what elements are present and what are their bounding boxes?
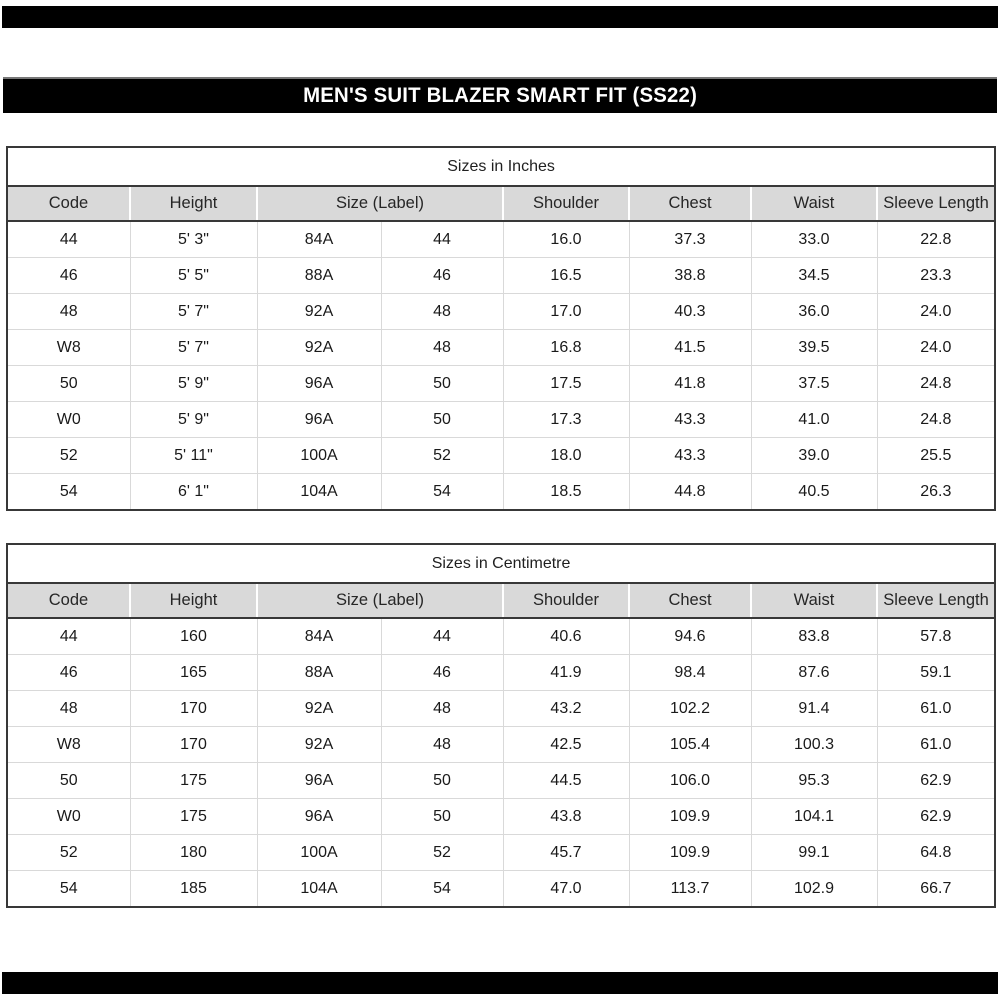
table-cell: W8 [7,727,130,763]
table-cell: 91.4 [751,691,877,727]
table-cell: 180 [130,835,257,871]
table-cell: W0 [7,402,130,438]
table-row [7,294,995,330]
table-cell: 48 [381,691,503,727]
table-cell: 54 [381,871,503,908]
table-cell: 44.8 [629,474,751,511]
table-cell: 96A [257,402,381,438]
table-cell: 106.0 [629,763,751,799]
table-cell: 61.0 [877,691,995,727]
table-cell: 41.5 [629,330,751,366]
table-cell: 36.0 [751,294,877,330]
table-cell: 16.0 [503,221,629,258]
table-row [7,258,995,294]
table-row [7,691,995,727]
table-cell: 99.1 [751,835,877,871]
column-header-code: Code [7,583,130,618]
table-cell: 5' 7" [130,294,257,330]
table-cell: 54 [7,474,130,511]
table-cell: 6' 1" [130,474,257,511]
page-title: MEN'S SUIT BLAZER SMART FIT (SS22) [303,84,697,107]
table-cell: 37.5 [751,366,877,402]
column-header-size-label: Size (Label) [257,583,503,618]
column-header-sleeve-length: Sleeve Length [877,186,995,221]
table-cell: 46 [7,258,130,294]
table-cell: 100.3 [751,727,877,763]
table-cell: 17.3 [503,402,629,438]
table-cell: 33.0 [751,221,877,258]
table-cell: 38.8 [629,258,751,294]
table-cell: 48 [7,691,130,727]
table-row [7,330,995,366]
table-cell: 54 [7,871,130,908]
table-cell: 52 [7,835,130,871]
table-cell: 5' 5" [130,258,257,294]
column-header-waist: Waist [751,186,877,221]
column-header-height: Height [130,186,257,221]
table-cell: 54 [381,474,503,511]
table-cell: 96A [257,366,381,402]
table-cell: 5' 7" [130,330,257,366]
table-cell: 48 [381,294,503,330]
table-cell: 18.5 [503,474,629,511]
table-cell: 66.7 [877,871,995,908]
table-cell: 160 [130,618,257,655]
table-cell: 43.3 [629,438,751,474]
table-cell: 96A [257,763,381,799]
table-cell: 84A [257,618,381,655]
table-cell: 95.3 [751,763,877,799]
column-header-waist: Waist [751,583,877,618]
table-row [7,474,995,511]
table-cell: 102.2 [629,691,751,727]
table-cell: 88A [257,655,381,691]
table-cell: 17.5 [503,366,629,402]
table-cell: 5' 9" [130,402,257,438]
table-cell: 104A [257,871,381,908]
table-title-row [7,147,995,186]
table-cell: 18.0 [503,438,629,474]
table-cell: W8 [7,330,130,366]
table-cell: 92A [257,330,381,366]
table-cell: 50 [7,763,130,799]
table-cell: 48 [381,330,503,366]
sizes-in-centimetre-table [6,543,996,908]
table-cell: 40.5 [751,474,877,511]
table-cell: 92A [257,691,381,727]
table-title-row [7,544,995,583]
table-row [7,871,995,908]
table-cell: 37.3 [629,221,751,258]
table-cell: 48 [381,727,503,763]
top-divider-bar [2,6,998,28]
table-cell: 109.9 [629,799,751,835]
table-cell: 175 [130,763,257,799]
table-row [7,221,995,258]
table-cell: 102.9 [751,871,877,908]
table-cell: 62.9 [877,799,995,835]
table-cell: 96A [257,799,381,835]
table-cell: 170 [130,691,257,727]
table-row [7,402,995,438]
table-cell: 41.8 [629,366,751,402]
table-cell: 100A [257,835,381,871]
table-cell: 17.0 [503,294,629,330]
table-title: Sizes in Inches [7,147,995,186]
table-cell: 5' 3" [130,221,257,258]
table-cell: 100A [257,438,381,474]
table-cell: 98.4 [629,655,751,691]
page-title-bar [3,77,997,113]
table-cell: 105.4 [629,727,751,763]
table-header-row [7,186,995,221]
table-row [7,799,995,835]
table-row [7,655,995,691]
table-cell: 50 [7,366,130,402]
column-header-height: Height [130,583,257,618]
table-cell: 52 [381,835,503,871]
table-cell: 165 [130,655,257,691]
table-cell: 94.6 [629,618,751,655]
table-cell: 104A [257,474,381,511]
table-cell: 40.6 [503,618,629,655]
table-cell: 185 [130,871,257,908]
table-cell: 16.8 [503,330,629,366]
table-row [7,366,995,402]
table-cell: 52 [381,438,503,474]
table-cell: 64.8 [877,835,995,871]
table-cell: 84A [257,221,381,258]
column-header-sleeve-length: Sleeve Length [877,583,995,618]
table-cell: 39.5 [751,330,877,366]
table-cell: 24.8 [877,366,995,402]
table-cell: 62.9 [877,763,995,799]
table-cell: 34.5 [751,258,877,294]
table-cell: 104.1 [751,799,877,835]
table-cell: 5' 11" [130,438,257,474]
table-row [7,835,995,871]
table-cell: 43.2 [503,691,629,727]
table-cell: 44 [7,618,130,655]
table-cell: 44 [381,221,503,258]
table-cell: 43.8 [503,799,629,835]
table-cell: 113.7 [629,871,751,908]
table-cell: 109.9 [629,835,751,871]
column-header-chest: Chest [629,583,751,618]
table-cell: 25.5 [877,438,995,474]
table-cell: 83.8 [751,618,877,655]
column-header-chest: Chest [629,186,751,221]
table-row [7,618,995,655]
table-cell: 88A [257,258,381,294]
table-title: Sizes in Centimetre [7,544,995,583]
table-cell: 170 [130,727,257,763]
table-body [7,618,995,907]
bottom-divider-bar [2,972,998,994]
table-cell: 26.3 [877,474,995,511]
table-cell: 23.3 [877,258,995,294]
table-cell: 16.5 [503,258,629,294]
table-cell: 41.0 [751,402,877,438]
column-header-size-label: Size (Label) [257,186,503,221]
table-header-row [7,583,995,618]
table-cell: 92A [257,294,381,330]
column-header-code: Code [7,186,130,221]
table-cell: 52 [7,438,130,474]
table-cell: 5' 9" [130,366,257,402]
table-cell: 44 [381,618,503,655]
table-cell: 39.0 [751,438,877,474]
table-cell: 24.0 [877,294,995,330]
table-cell: 40.3 [629,294,751,330]
column-header-shoulder: Shoulder [503,186,629,221]
sizes-in-inches-table [6,146,996,511]
table-cell: 22.8 [877,221,995,258]
table-cell: 50 [381,366,503,402]
table-cell: 45.7 [503,835,629,871]
table-cell: 43.3 [629,402,751,438]
table-cell: 46 [381,258,503,294]
table-cell: 41.9 [503,655,629,691]
table-cell: W0 [7,799,130,835]
table-cell: 59.1 [877,655,995,691]
table-row [7,727,995,763]
table-cell: 46 [7,655,130,691]
table-row [7,763,995,799]
table-row [7,438,995,474]
table-cell: 50 [381,763,503,799]
table-cell: 47.0 [503,871,629,908]
table-cell: 57.8 [877,618,995,655]
table-cell: 92A [257,727,381,763]
table-cell: 50 [381,402,503,438]
table-cell: 50 [381,799,503,835]
table-cell: 46 [381,655,503,691]
column-header-shoulder: Shoulder [503,583,629,618]
table-cell: 24.0 [877,330,995,366]
table-cell: 24.8 [877,402,995,438]
table-cell: 61.0 [877,727,995,763]
table-cell: 87.6 [751,655,877,691]
table-cell: 175 [130,799,257,835]
table-body [7,221,995,510]
table-cell: 42.5 [503,727,629,763]
table-cell: 44.5 [503,763,629,799]
table-cell: 48 [7,294,130,330]
table-cell: 44 [7,221,130,258]
